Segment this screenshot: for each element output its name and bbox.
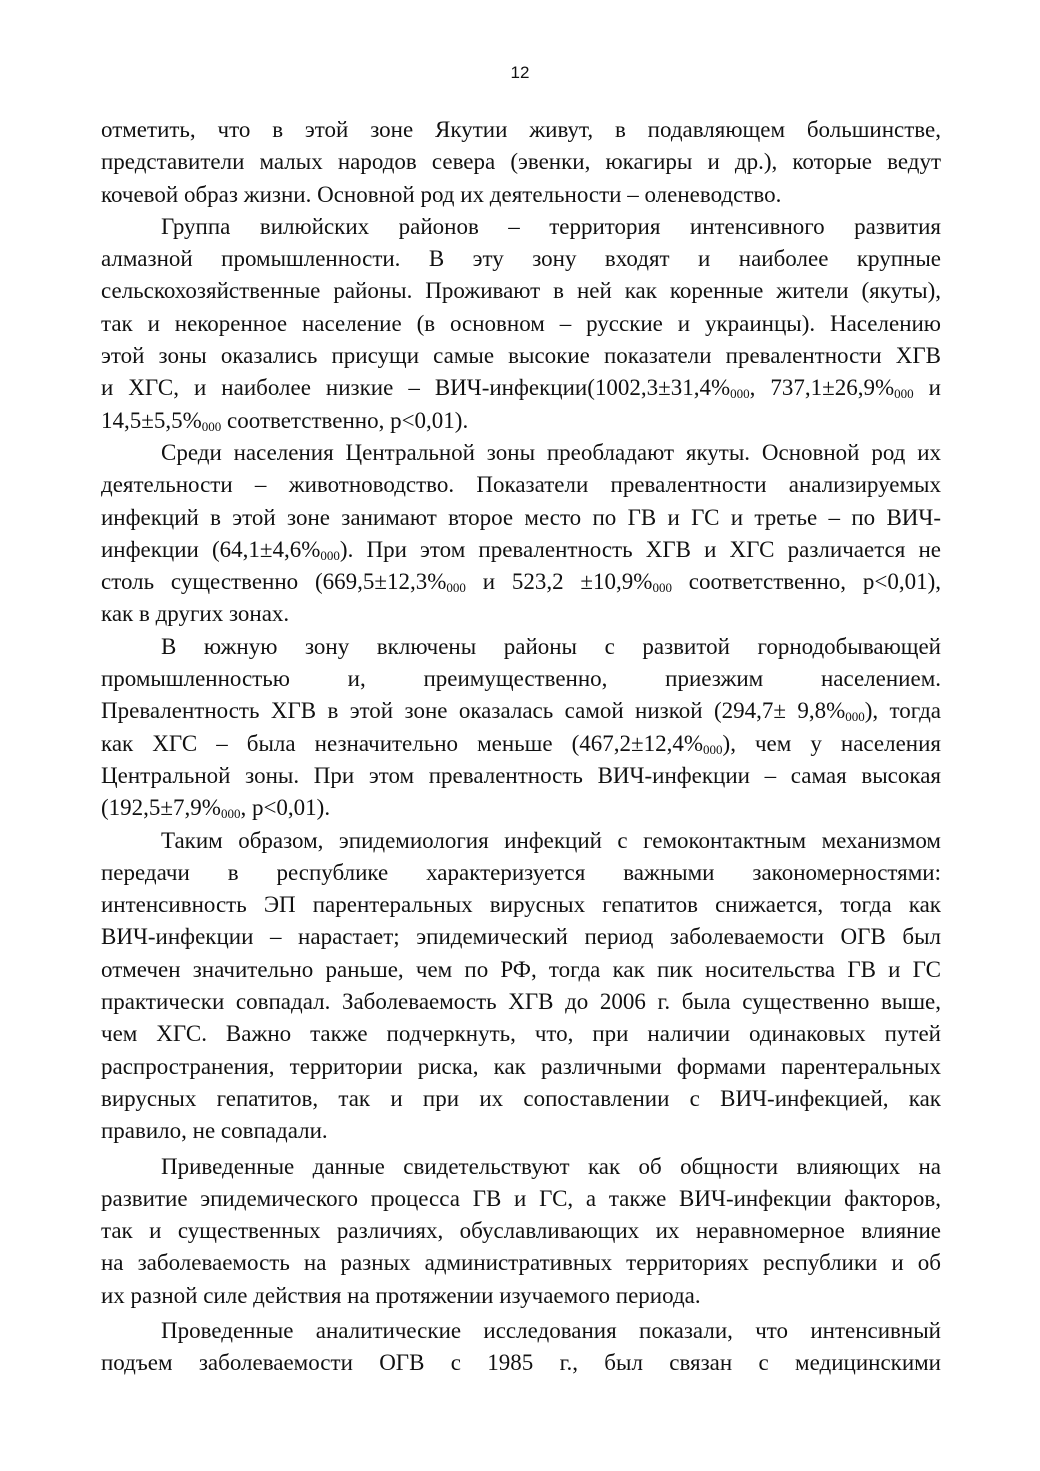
text-line: инфекций в этой зоне занимают второе место по ГВ и ГС и третье – по ВИЧ- (101, 504, 941, 530)
text-fragment: инфекции (64,1±4,6% (101, 536, 321, 562)
text-line: так и некоренное население (в основном – русские и украинцы). Населению (101, 310, 941, 336)
text-line: В южную зону включены районы с развитой горнодобывающей (161, 633, 941, 659)
subscript: 000 (845, 709, 865, 725)
text-line: кочевой образ жизни. Основной род их деятельности – оленеводство. (101, 181, 782, 207)
text-line: подъем заболеваемости ОГВ с 1985 г., был связан с медицинскими (101, 1350, 941, 1376)
text-line: этой зоны оказались присущи самые высокие показатели превалентности ХГВ (101, 343, 941, 369)
text-fragment: 14,5±5,5% (101, 407, 202, 433)
text-line: Группа вилюйских районов – территория интенсивного развития (161, 213, 941, 239)
text-line: Проведенные аналитические исследования показали, что интенсивный (161, 1317, 941, 1343)
subscript: 000 (446, 580, 466, 596)
text-line (101, 728, 941, 760)
page-number: 12 (510, 63, 530, 82)
text-line: так и существенных различиях, обуславливающих их неравномерное влияние (101, 1218, 941, 1244)
text-fragment: , р<0,01). (240, 795, 331, 821)
subscript: 000 (320, 547, 340, 563)
subscript: 000 (894, 386, 914, 402)
text-line (101, 405, 941, 437)
text-line: Центральной зоны. При этом превалентность ВИЧ-инфекции – самая высокая (101, 762, 941, 788)
text-line: деятельности – животноводство. Показатели превалентности анализируемых (101, 472, 941, 498)
text-line: ВИЧ-инфекции – нарастает; эпидемический период заболеваемости ОГВ был (101, 924, 941, 950)
text-fragment: соответственно, р<0,01), (671, 569, 941, 595)
text-line: передачи в республике характеризуется важными закономерностями: (101, 859, 941, 885)
text-line: представители малых народов севера (эвенки, юкагиры и др.), которые ведут (101, 149, 941, 175)
text-line (101, 534, 941, 566)
text-line: распространения, территории риска, как различными формами парентеральных (101, 1053, 941, 1079)
text-line (101, 372, 941, 404)
text-fragment: Превалентность ХГВ в этой зоне оказалась самой низкой (294,7± 9,8% (101, 698, 846, 724)
text-fragment: (192,5±7,9% (101, 795, 221, 821)
text-fragment: соответственно, р<0,01). (221, 407, 469, 433)
subscript: 000 (730, 386, 750, 402)
text-line: Среди населения Центральной зоны преобладают якуты. Основной род их (161, 439, 941, 465)
text-fragment: , 737,1±26,9% (749, 375, 895, 401)
text-line: вирусных гепатитов, так и при их сопоставлении с ВИЧ-инфекцией, как (101, 1085, 941, 1111)
text-fragment: ). При этом превалентность ХГВ и ХГС различается не (339, 536, 941, 562)
subscript: 000 (652, 580, 672, 596)
text-line: как в других зонах. (101, 601, 290, 627)
text-fragment: как ХГС – была незначительно меньше (467,2±12,4% (101, 730, 704, 756)
text-line: алмазной промышленности. В эту зону входят и наиболее крупные (101, 246, 941, 272)
text-fragment: столь существенно (669,5±12,3% (101, 569, 447, 595)
text-line: отметить, что в этой зоне Якутии живут, в подавляющем большинстве, (101, 117, 941, 142)
text-line: промышленностью и, преимущественно, приезжим населением. (101, 666, 941, 692)
text-fragment: и ХГС, и наиболее низкие – ВИЧ-инфекции(1002,3±31,4% (101, 375, 731, 401)
text-line: сельскохозяйственные районы. Проживают в ней как коренные жители (якуты), (101, 278, 941, 304)
subscript: 000 (703, 741, 723, 757)
text-line: на заболеваемость на разных административных территориях республики и об (101, 1250, 941, 1276)
text-fragment: ), тогда (864, 698, 941, 724)
text-line: интенсивность ЭП парентеральных вирусных гепатитов снижается, тогда как (101, 892, 941, 918)
body-text (101, 114, 941, 1380)
text-line (101, 566, 941, 598)
text-fragment: и (913, 375, 941, 401)
text-line: отмечен значительно раньше, чем по РФ, тогда как пик носительства ГВ и ГС (101, 956, 941, 982)
subscript: 000 (201, 418, 222, 434)
text-line: чем ХГС. Важно также подчеркнуть, что, при наличии одинаковых путей (101, 1021, 941, 1047)
text-fragment: и 523,2 ±10,9% (465, 569, 653, 595)
text-line (101, 792, 941, 824)
text-line: правило, не совпадали. (101, 1118, 328, 1144)
text-line: развитие эпидемического процесса ГВ и ГС, а также ВИЧ-инфекции факторов, (101, 1185, 941, 1211)
text-line (101, 695, 941, 727)
subscript: 000 (220, 806, 241, 822)
text-fragment: ), чем у населения (722, 730, 941, 756)
text-line: их разной силе действия на протяжении изучаемого периода. (101, 1282, 701, 1308)
text-line: практически совпадал. Заболеваемость ХГВ до 2006 г. была существенно выше, (101, 989, 941, 1015)
text-line: Приведенные данные свидетельствуют как об общности влияющих на (161, 1153, 941, 1179)
text-line: Таким образом, эпидемиология инфекций с гемоконтактным механизмом (161, 827, 941, 853)
